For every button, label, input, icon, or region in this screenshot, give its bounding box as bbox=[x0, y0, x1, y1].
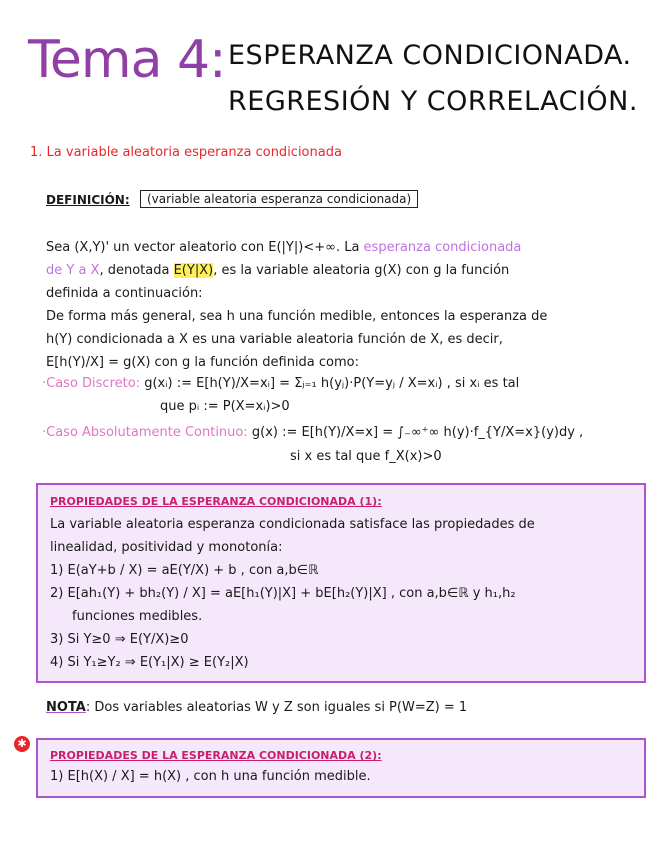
case-discrete-condition: que pᵢ := P(X=xᵢ)>0 bbox=[160, 399, 290, 414]
case-discrete-formula: g(xᵢ) := E[h(Y)/X=xᵢ] = Σⱼ₌₁ h(yⱼ)·P(Y=yⱼ / X=xᵢ) , si xᵢ es tal bbox=[140, 376, 520, 391]
case-continuous-condition: si x es tal que f_X(x)>0 bbox=[290, 449, 442, 464]
property-2-1: 1) E[h(X) / X] = h(X) , con h una función medible. bbox=[50, 769, 371, 784]
case-continuous bbox=[42, 425, 583, 440]
properties-box-1 bbox=[36, 483, 646, 683]
properties-1-intro-1: La variable aleatoria esperanza condicionada satisface las propiedades de bbox=[50, 517, 535, 532]
property-3: 3) Si Y≥0 ⇒ E(Y/X)≥0 bbox=[50, 632, 189, 647]
definition-label: DEFINICIÓN: bbox=[46, 193, 130, 207]
property-1: 1) E(aY+b / X) = aE(Y/X) + b , con a,b∈ℝ bbox=[50, 563, 319, 578]
note-label: NOTA bbox=[46, 700, 86, 715]
highlight-eyx: E(Y|X) bbox=[173, 263, 214, 278]
properties-2-title: PROPIEDADES DE LA ESPERANZA CONDICIONADA (2): bbox=[50, 749, 382, 762]
paragraph-line-2 bbox=[46, 259, 636, 282]
case-continuous-formula: g(x) := E[h(Y)/X=x] = ∫₋∞⁺∞ h(y)·f_{Y/X=x}(y)dy , bbox=[247, 425, 584, 440]
tema-title: Tema 4: bbox=[28, 30, 226, 90]
star-icon: ✱ bbox=[14, 736, 30, 752]
term-y-a-x: de Y a X bbox=[46, 263, 100, 278]
case-continuous-label: ·Caso Absolutamente Continuo: bbox=[42, 425, 248, 440]
note bbox=[46, 700, 467, 715]
title-line-1: ESPERANZA CONDICIONADA. bbox=[228, 40, 632, 71]
property-2-continued: funciones medibles. bbox=[72, 609, 203, 624]
section-1-heading: 1. La variable aleatoria esperanza condicionada bbox=[30, 145, 342, 160]
paragraph-text: Sea (X,Y)' un vector aleatorio con E(|Y|)<+∞. La bbox=[46, 240, 364, 255]
term-esperanza: esperanza condicionada bbox=[363, 240, 522, 255]
case-discrete-label: ·Caso Discreto: bbox=[42, 376, 141, 391]
properties-1-intro-2: linealidad, positividad y monotonía: bbox=[50, 540, 283, 555]
paragraph-line-1 bbox=[46, 236, 636, 259]
definition-box: (variable aleatoria esperanza condicionada) bbox=[140, 190, 418, 208]
paragraph-text: , es la variable aleatoria g(X) con g la función bbox=[213, 263, 510, 278]
note-text: : Dos variables aleatorias W y Z son iguales si P(W=Z) = 1 bbox=[85, 700, 468, 715]
paragraph-line-4: De forma más general, sea h una función medible, entonces la esperanza de bbox=[46, 309, 548, 324]
title-line-2: REGRESIÓN Y CORRELACIÓN. bbox=[228, 86, 638, 117]
property-4: 4) Si Y₁≥Y₂ ⇒ E(Y₁|X) ≥ E(Y₂|X) bbox=[50, 655, 249, 670]
paragraph-line-5: h(Y) condicionada a X es una variable aleatoria función de X, es decir, bbox=[46, 332, 503, 347]
properties-box-2 bbox=[36, 738, 646, 798]
properties-1-title: PROPIEDADES DE LA ESPERANZA CONDICIONADA (1): bbox=[50, 495, 382, 508]
paragraph-text: , denotada bbox=[99, 263, 174, 278]
paragraph-line-6: E[h(Y)/X] = g(X) con g la función definida como: bbox=[46, 355, 360, 370]
paragraph-line-3: definida a continuación: bbox=[46, 286, 203, 301]
property-2: 2) E[ah₁(Y) + bh₂(Y) / X] = aE[h₁(Y)|X] + bE[h₂(Y)|X] , con a,b∈ℝ y h₁,h₂ bbox=[50, 586, 516, 601]
case-discrete bbox=[42, 376, 519, 391]
